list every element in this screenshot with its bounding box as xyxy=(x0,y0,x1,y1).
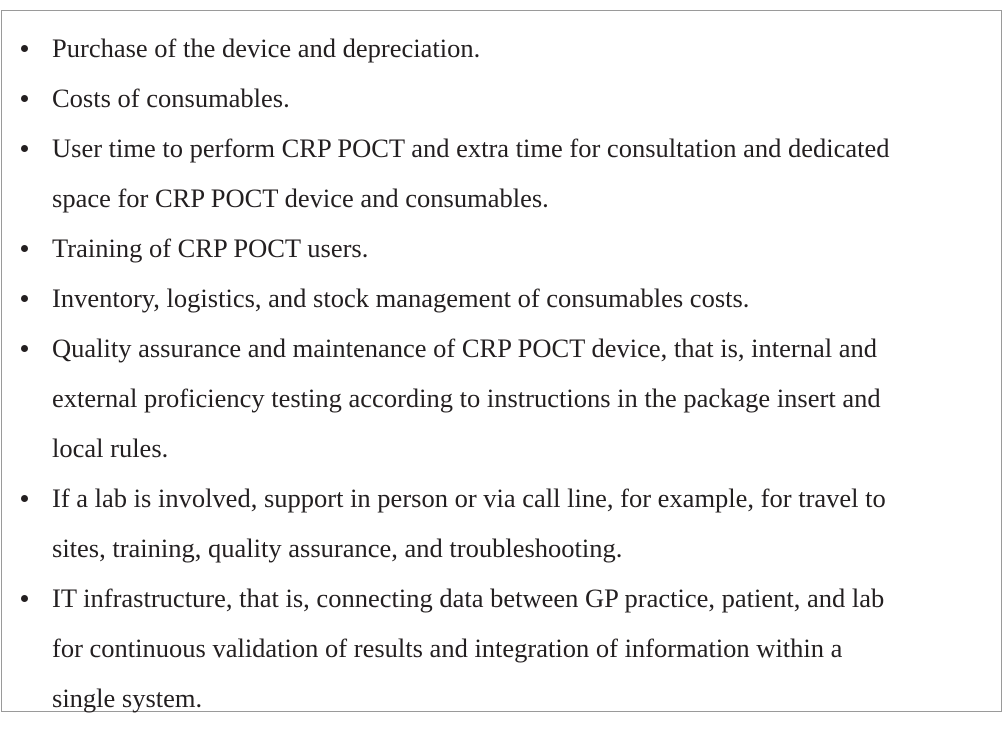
list-item xyxy=(2,123,981,223)
bullet-icon xyxy=(21,295,28,302)
list-item xyxy=(2,573,981,723)
bullet-icon xyxy=(21,95,28,102)
list-item xyxy=(2,273,981,323)
list-item-text: space for CRP POCT device and consumables. xyxy=(52,183,549,213)
bullet-icon xyxy=(21,595,28,602)
list-item xyxy=(2,223,981,273)
list-item-text: Purchase of the device and depreciation. xyxy=(52,33,481,63)
list-item-text: sites, training, quality assurance, and troubleshooting. xyxy=(52,533,623,563)
list-item-text: If a lab is involved, support in person or via call line, for example, for travel to xyxy=(52,483,886,513)
list-item-text: external proficiency testing according to instructions in the package insert and xyxy=(52,383,881,413)
bullet-icon xyxy=(21,45,28,52)
cost-list-box xyxy=(1,10,1002,712)
bullet-icon xyxy=(21,145,28,152)
list-item-text: local rules. xyxy=(52,433,169,463)
bullet-icon xyxy=(21,245,28,252)
list-item-text: IT infrastructure, that is, connecting data between GP practice, patient, and lab xyxy=(52,583,885,613)
bullet-icon xyxy=(21,495,28,502)
list-item-text: Inventory, logistics, and stock management of consumables costs. xyxy=(52,283,750,313)
list-item-text: Training of CRP POCT users. xyxy=(52,233,369,263)
list-item xyxy=(2,323,981,473)
list-item xyxy=(2,473,981,573)
list-item xyxy=(2,23,981,73)
cost-bullet-list xyxy=(2,11,1001,723)
list-item-text: User time to perform CRP POCT and extra time for consultation and dedicated xyxy=(52,133,890,163)
list-item-text: for continuous validation of results and integration of information within a xyxy=(52,633,843,663)
list-item xyxy=(2,73,981,123)
list-item-text: single system. xyxy=(52,683,203,713)
list-item-text: Quality assurance and maintenance of CRP POCT device, that is, internal and xyxy=(52,333,877,363)
bullet-icon xyxy=(21,345,28,352)
list-item-text: Costs of consumables. xyxy=(52,83,290,113)
